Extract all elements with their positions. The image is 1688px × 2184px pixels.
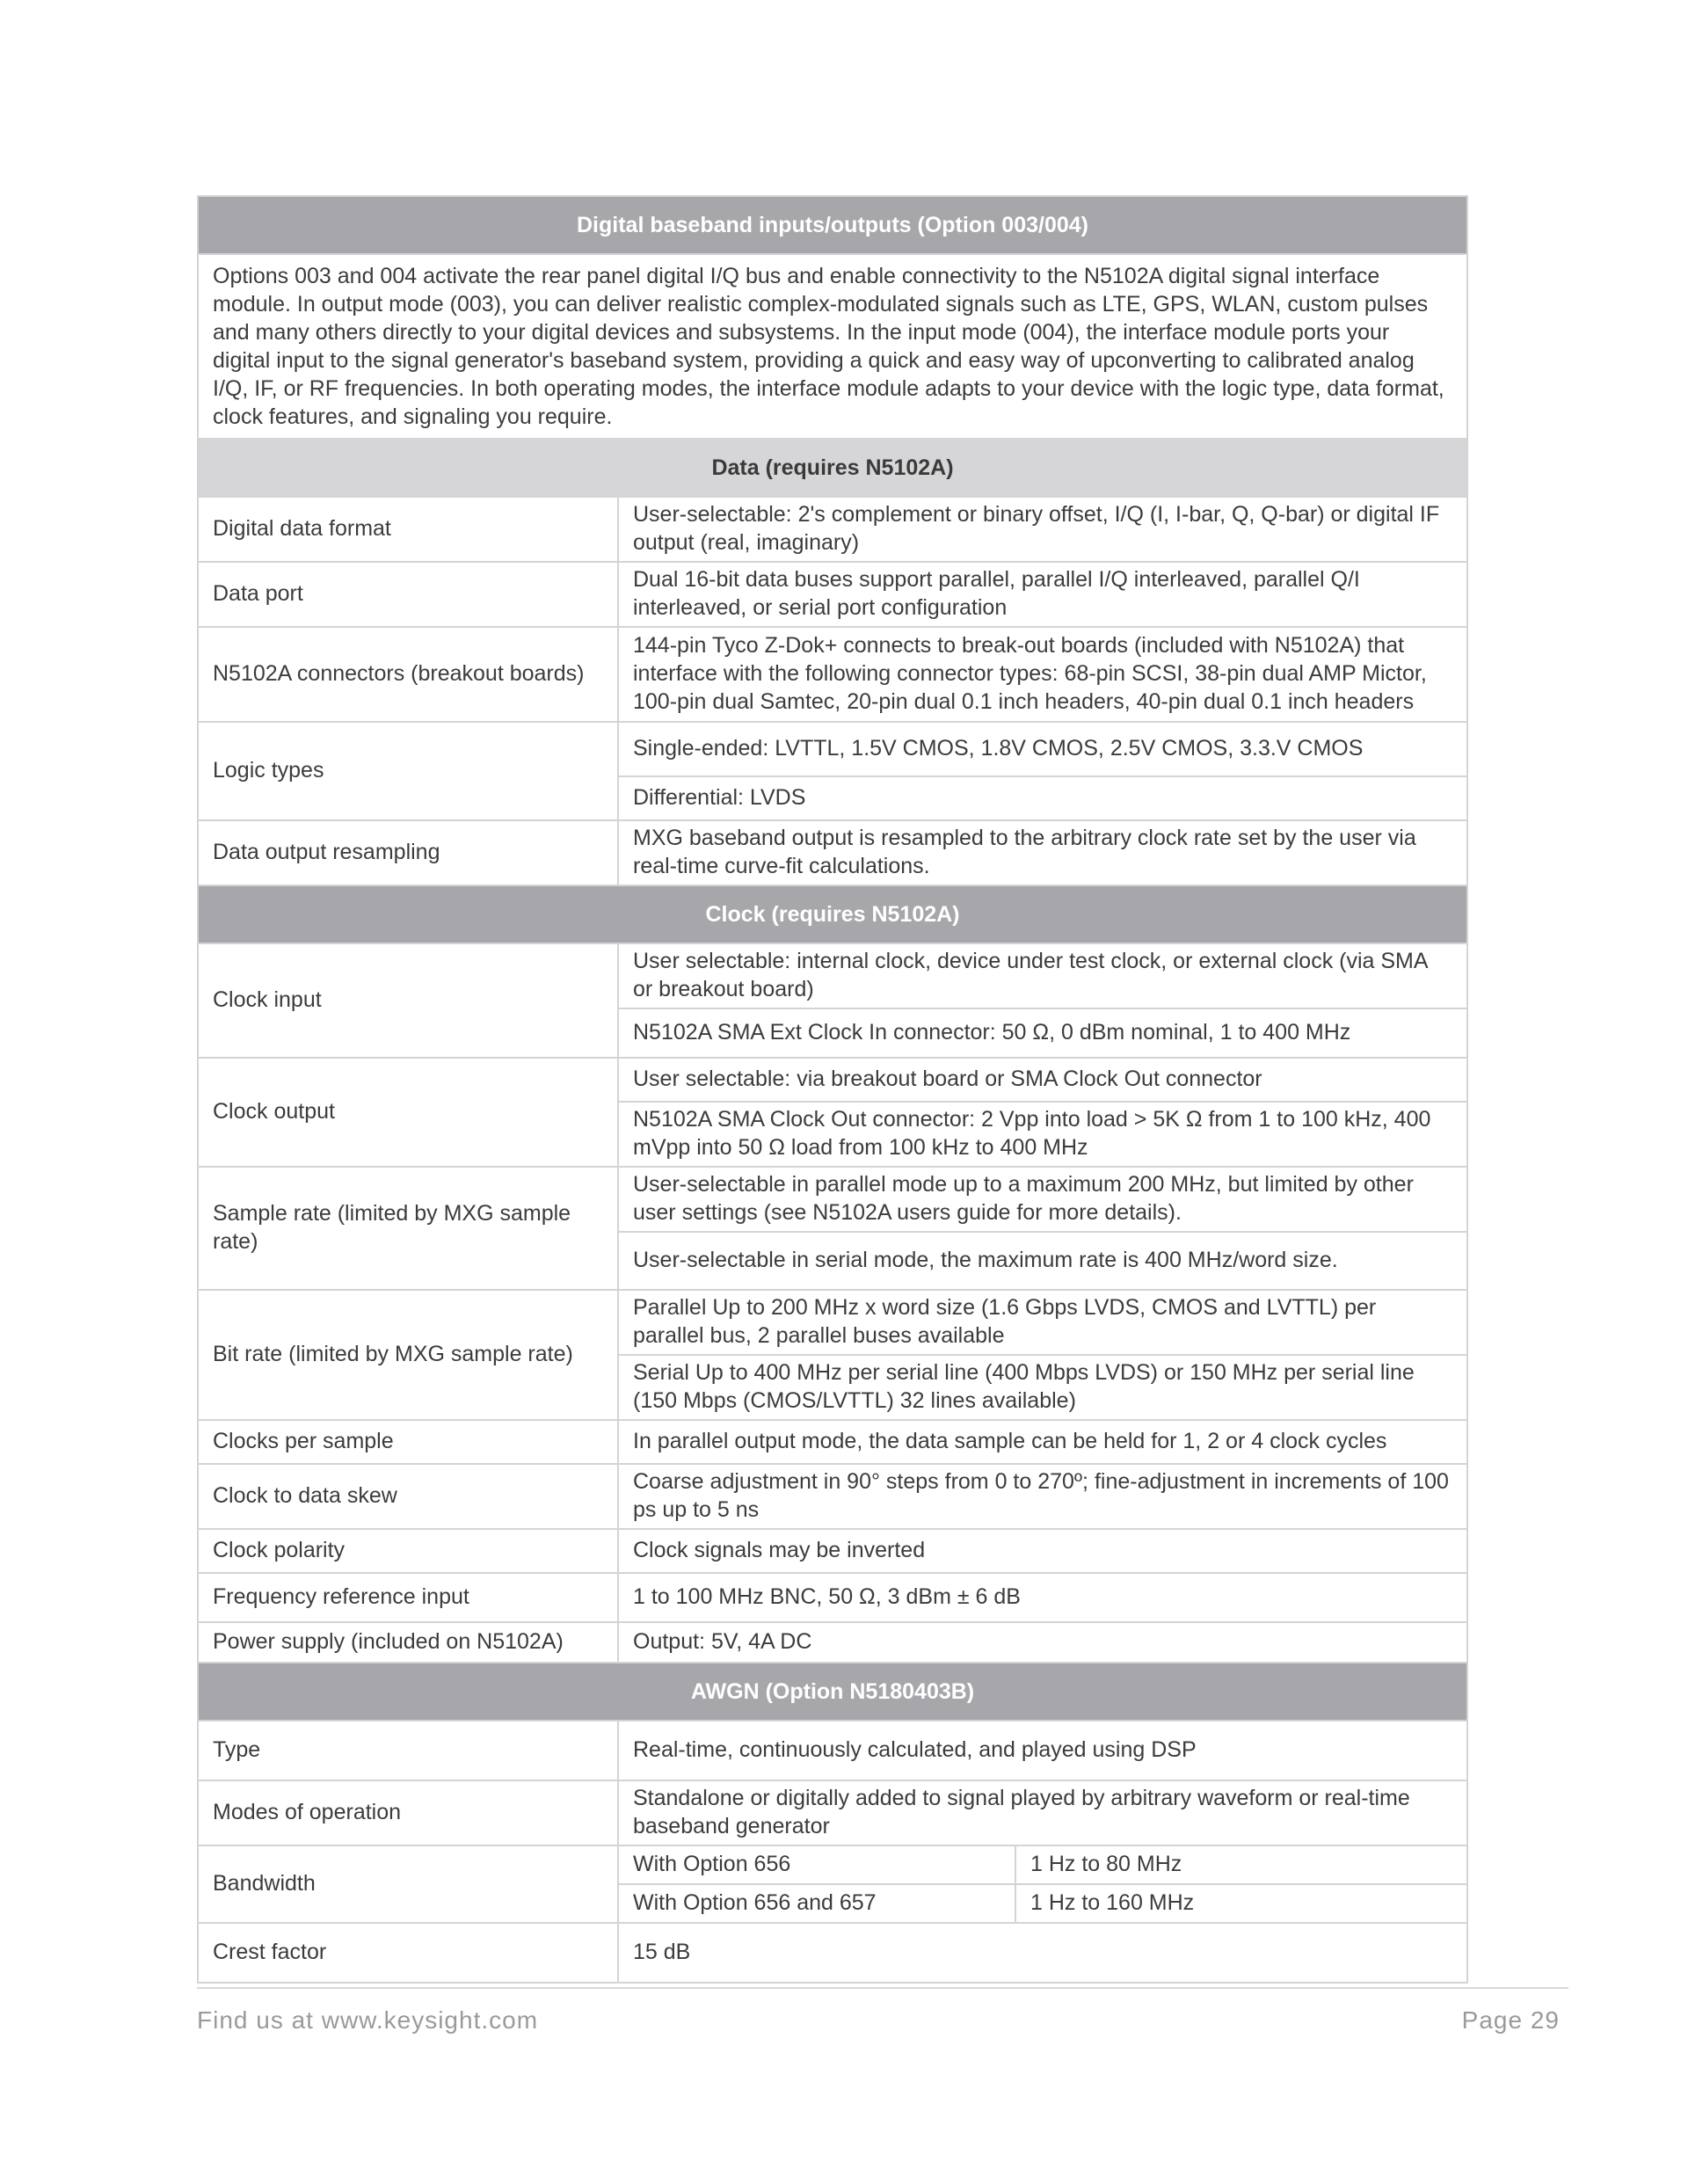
table-row [198, 497, 1467, 562]
row-label: Clock to data skew [198, 1464, 618, 1529]
row-value: Clock signals may be inverted [618, 1529, 1467, 1573]
row-label: Clock output [198, 1058, 618, 1167]
row-label: Sample rate (limited by MXG sample rate) [198, 1167, 618, 1290]
clock-subheader [198, 885, 1467, 943]
data-section-title: Data (requires N5102A) [198, 439, 1467, 497]
bandwidth-range: 1 Hz to 80 MHz [1015, 1845, 1467, 1884]
row-label: Clocks per sample [198, 1420, 618, 1464]
table-row [198, 1780, 1467, 1845]
row-label: Crest factor [198, 1923, 618, 1983]
bandwidth-option: With Option 656 [618, 1845, 1015, 1884]
row-label: Type [198, 1721, 618, 1780]
row-value: 1 to 100 MHz BNC, 50 Ω, 3 dBm ± 6 dB [618, 1573, 1467, 1622]
section-header [198, 196, 1467, 254]
row-label: Data output resampling [198, 820, 618, 885]
row-value: Output: 5V, 4A DC [618, 1622, 1467, 1663]
row-value: MXG baseband output is resampled to the arbitrary clock rate set by the user via real-time curve-fit calculations. [618, 820, 1467, 885]
awgn-subheader [198, 1663, 1467, 1721]
row-value: Single-ended: LVTTL, 1.5V CMOS, 1.8V CMOS, 2.5V CMOS, 3.3.V CMOS [618, 722, 1467, 776]
row-value: User-selectable in parallel mode up to a maximum 200 MHz, but limited by other user settings (see N5102A users guide for more details). [618, 1167, 1467, 1232]
table-row [198, 627, 1467, 722]
footer-website: Find us at www.keysight.com [197, 2006, 539, 2034]
table-row [198, 562, 1467, 627]
row-value: User selectable: internal clock, device under test clock, or external clock (via SMA or breakout board) [618, 943, 1467, 1008]
clock-section-title: Clock (requires N5102A) [198, 885, 1467, 943]
row-value: N5102A SMA Ext Clock In connector: 50 Ω, 0 dBm nominal, 1 to 400 MHz [618, 1008, 1467, 1058]
row-value: N5102A SMA Clock Out connector: 2 Vpp into load > 5K Ω from 1 to 100 kHz, 400 mVpp into 50 Ω load from 100 kHz to 400 MHz [618, 1102, 1467, 1167]
row-value: Coarse adjustment in 90° steps from 0 to 270º; fine-adjustment in increments of 100 ps up to 5 ns [618, 1464, 1467, 1529]
row-label: Clock polarity [198, 1529, 618, 1573]
table-row [198, 1464, 1467, 1529]
awgn-section-title: AWGN (Option N5180403B) [198, 1663, 1467, 1721]
row-value: 15 dB [618, 1923, 1467, 1983]
intro-text: Options 003 and 004 activate the rear panel digital I/Q bus and enable connectivity to the N5102A digital signal interface module. In output mode (003), you can deliver realistic complex-modulated signals such as LTE, GPS, WLAN, custom pulses and many others directly to your digital devices and subsystems. In the input mode (004), the interface module ports your digital input to the signal generator's baseband system, providing a quick and easy way of upconverting to calibrated analog I/Q, IF, or RF frequencies. In both operating modes, the interface module adapts to your device with the logic type, data format, clock features, and signaling you require. [198, 254, 1467, 439]
table-row [198, 1622, 1467, 1663]
row-value: Parallel Up to 200 MHz x word size (1.6 Gbps LVDS, CMOS and LVTTL) per parallel bus, 2 parallel buses available [618, 1290, 1467, 1355]
table-row [198, 1420, 1467, 1464]
row-label: Modes of operation [198, 1780, 618, 1845]
intro-row [198, 254, 1467, 439]
row-label: Clock input [198, 943, 618, 1058]
row-value: User-selectable: 2's complement or binary offset, I/Q (I, I-bar, Q, Q-bar) or digital IF output (real, imaginary) [618, 497, 1467, 562]
spec-table [197, 195, 1468, 1984]
table-row [198, 722, 1467, 776]
row-value: Standalone or digitally added to signal played by arbitrary waveform or real-time baseband generator [618, 1780, 1467, 1845]
bandwidth-range: 1 Hz to 160 MHz [1015, 1884, 1467, 1923]
row-label: Logic types [198, 722, 618, 820]
page-footer [197, 1987, 1568, 2034]
row-value: In parallel output mode, the data sample can be held for 1, 2 or 4 clock cycles [618, 1420, 1467, 1464]
row-label: Data port [198, 562, 618, 627]
table-row [198, 1529, 1467, 1573]
row-value: Differential: LVDS [618, 776, 1467, 820]
table-row [198, 1290, 1467, 1355]
row-label: Bit rate (limited by MXG sample rate) [198, 1290, 618, 1420]
row-label: Frequency reference input [198, 1573, 618, 1622]
spec-page [197, 195, 1466, 1984]
page-number: Page 29 [1461, 2006, 1560, 2034]
data-subheader [198, 439, 1467, 497]
table-row [198, 1167, 1467, 1232]
row-label: Digital data format [198, 497, 618, 562]
row-value: User selectable: via breakout board or SMA Clock Out connector [618, 1058, 1467, 1102]
table-row [198, 943, 1467, 1008]
table-row [198, 1721, 1467, 1780]
row-value: Real-time, continuously calculated, and played using DSP [618, 1721, 1467, 1780]
table-row [198, 1058, 1467, 1102]
row-value: User-selectable in serial mode, the maximum rate is 400 MHz/word size. [618, 1232, 1467, 1290]
table-row [198, 820, 1467, 885]
section-title: Digital baseband inputs/outputs (Option 003/004) [198, 196, 1467, 254]
table-row [198, 1923, 1467, 1983]
row-value: 144-pin Tyco Z-Dok+ connects to break-out boards (included with N5102A) that interface with the following connector types: 68-pin SCSI, 38-pin dual AMP Mictor, 100-pin dual Samtec, 20-pin dual 0.1 inch headers, 40-pin dual 0.1 inch headers [618, 627, 1467, 722]
row-value: Dual 16-bit data buses support parallel, parallel I/Q interleaved, parallel Q/I interleaved, or serial port configuration [618, 562, 1467, 627]
bandwidth-option: With Option 656 and 657 [618, 1884, 1015, 1923]
row-label: N5102A connectors (breakout boards) [198, 627, 618, 722]
table-row [198, 1845, 1467, 1884]
row-label: Bandwidth [198, 1845, 618, 1923]
row-value: Serial Up to 400 MHz per serial line (400 Mbps LVDS) or 150 MHz per serial line (150 Mbps (CMOS/LVTTL) 32 lines available) [618, 1355, 1467, 1420]
row-label: Power supply (included on N5102A) [198, 1622, 618, 1663]
table-row [198, 1573, 1467, 1622]
